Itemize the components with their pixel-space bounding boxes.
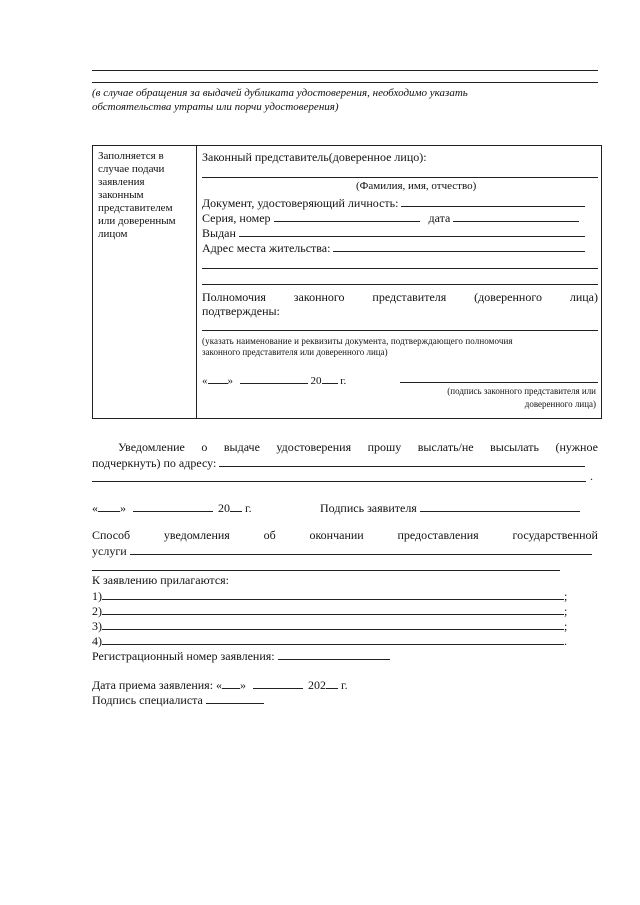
rep-doc-label: Документ, удостоверяющий личность:	[202, 196, 399, 210]
rep-doc-field[interactable]	[401, 195, 585, 207]
receipt-year-field[interactable]	[326, 677, 338, 689]
rep-issued-row	[202, 225, 598, 240]
top-note-line-2	[92, 101, 598, 114]
rep-sign-caption-1: (подпись законного представителя или	[447, 386, 596, 396]
attachment-num: 2)	[92, 604, 102, 618]
notice-word: высылать	[490, 440, 539, 454]
rep-fio-caption: (Фамилия, имя, отчество)	[356, 180, 477, 192]
rep-date-close: »	[227, 375, 233, 387]
notice-line-2: подчеркнуть) по адресу:	[92, 456, 217, 470]
attachments-title: К заявлению прилагаются:	[92, 573, 230, 587]
applicant-sign-row	[320, 500, 580, 515]
applicant-year-field[interactable]	[230, 500, 242, 512]
side-cell	[98, 150, 194, 241]
side-cell-line: заявления	[98, 176, 145, 188]
top-note-text-1: (в случае обращения за выдачей дубликата удостоверения, необходимо указать	[92, 87, 468, 99]
top-note-line-1	[92, 87, 598, 100]
rep-date-label: дата	[428, 211, 451, 225]
applicant-date-row	[92, 500, 252, 515]
method-row-2	[92, 543, 598, 558]
receipt-date-row	[92, 677, 348, 692]
applicant-month-field[interactable]	[133, 500, 213, 512]
receipt-month-field[interactable]	[253, 677, 303, 689]
attachment-end: ;	[564, 619, 568, 633]
notice-dot: .	[590, 469, 593, 483]
rep-doc-row	[202, 195, 598, 210]
rep-month-field[interactable]	[240, 372, 308, 384]
rep-hint-row-2: законного представителя или доверенного лица)	[202, 347, 388, 357]
receipt-date-label: Дата приема заявления: «	[92, 678, 223, 692]
receipt-sign-row	[92, 692, 264, 707]
attachment-field[interactable]	[102, 618, 564, 630]
method-line-3[interactable]	[92, 570, 560, 571]
rep-year-prefix: 20	[310, 375, 322, 387]
method-word: окончании	[309, 528, 364, 542]
rep-address-field[interactable]	[333, 240, 585, 252]
method-field[interactable]	[130, 543, 592, 555]
attachment-row	[92, 603, 592, 618]
reg-number-field[interactable]	[278, 648, 390, 660]
receipt-year: 202	[308, 678, 327, 692]
receipt-sign-field[interactable]	[206, 692, 264, 704]
attachment-row	[92, 588, 592, 603]
attachment-end: ;	[564, 604, 568, 618]
side-cell-line: представителем	[98, 202, 173, 214]
rep-series-field[interactable]	[274, 210, 420, 222]
applicant-day-field[interactable]	[98, 500, 120, 512]
rep-fio-line[interactable]	[202, 177, 598, 178]
rep-date-field[interactable]	[453, 210, 579, 222]
rep-powers-word: представителя	[372, 290, 447, 304]
rep-year-field[interactable]	[322, 372, 338, 384]
rep-powers-row	[202, 290, 598, 304]
receipt-sign-label: Подпись специалиста	[92, 693, 203, 707]
method-word: уведомления	[163, 528, 230, 542]
attachment-field[interactable]	[102, 588, 564, 600]
rep-hint-text-1: (указать наименование и реквизиты документа, подтверждающего полномочия	[202, 336, 513, 346]
rep-date-row	[202, 372, 346, 388]
applicant-year-suffix: г.	[245, 501, 252, 515]
attachment-row	[92, 633, 592, 648]
side-cell-line: лицом	[98, 228, 128, 240]
receipt-day-field[interactable]	[222, 677, 240, 689]
method-word: Способ	[92, 528, 131, 542]
rep-year-suffix: г.	[340, 375, 347, 387]
receipt-year-suffix: г.	[341, 678, 348, 692]
notice-address-line-2[interactable]	[92, 481, 586, 482]
rep-issued-label: Выдан	[202, 226, 236, 240]
top-line-1	[92, 70, 598, 71]
method-word: предоставления	[397, 528, 479, 542]
rep-hint-row-1	[202, 336, 598, 347]
attachment-field[interactable]	[102, 633, 564, 645]
rep-day-field[interactable]	[208, 372, 228, 384]
notice-word: выдаче	[223, 440, 260, 454]
attachment-num: 3)	[92, 619, 102, 633]
rep-powers-word: законного	[293, 290, 345, 304]
applicant-sign-label: Подпись заявителя	[320, 501, 417, 515]
applicant-date-close: »	[120, 501, 126, 515]
rep-powers-word: Полномочия	[202, 290, 266, 304]
side-cell-line: Заполняется в	[98, 150, 164, 162]
table-divider	[196, 145, 197, 419]
rep-issued-field[interactable]	[239, 225, 585, 237]
notice-word: выслать/не	[417, 440, 474, 454]
side-cell-line: случае подачи	[98, 163, 165, 175]
rep-title: Законный представитель(доверенное лицо):	[202, 150, 427, 164]
notice-word: о	[201, 440, 208, 454]
attachment-num: 1)	[92, 589, 102, 603]
notice-word: удостоверения	[276, 440, 352, 454]
notice-row-2	[92, 455, 598, 470]
attachment-end: .	[564, 634, 567, 648]
applicant-sign-field[interactable]	[420, 500, 580, 512]
rep-series-label: Серия, номер	[202, 211, 271, 225]
rep-powers-word: (доверенного	[474, 290, 542, 304]
attachment-end: ;	[564, 589, 568, 603]
rep-address-line-3[interactable]	[202, 284, 598, 285]
method-word: об	[263, 528, 276, 542]
notice-address-field[interactable]	[219, 455, 585, 467]
rep-powers-field[interactable]	[202, 330, 598, 331]
rep-address-label: Адрес места жительства:	[202, 241, 331, 255]
notice-word: (нужное	[555, 440, 598, 454]
rep-sign-caption-2: доверенного лица)	[524, 399, 596, 409]
applicant-year: 20	[218, 501, 230, 515]
method-word: государственной	[512, 528, 598, 542]
rep-date-open: «	[202, 375, 208, 387]
side-cell-line: законным	[98, 189, 144, 201]
applicant-date-open: «	[92, 501, 98, 515]
attachment-field[interactable]	[102, 603, 564, 615]
reg-number-row	[92, 648, 390, 663]
top-line-2	[92, 82, 598, 83]
method-row-1	[92, 528, 598, 542]
reg-number-label: Регистрационный номер заявления:	[92, 649, 275, 663]
rep-powers-line-2: подтверждены:	[202, 304, 280, 318]
notice-word: Уведомление	[118, 440, 185, 454]
receipt-date-close: »	[240, 678, 247, 692]
method-line-2: услуги	[92, 544, 127, 558]
top-note-text-2: обстоятельства утраты или порчи удостоверения)	[92, 101, 339, 113]
rep-address-row	[202, 240, 598, 255]
attachment-num: 4)	[92, 634, 102, 648]
rep-sign-line[interactable]	[400, 382, 598, 383]
attachment-row	[92, 618, 592, 633]
notice-row-1	[118, 440, 598, 454]
rep-address-line-2[interactable]	[202, 268, 598, 269]
rep-powers-word: лица)	[569, 290, 598, 304]
notice-word: прошу	[367, 440, 402, 454]
side-cell-line: или доверенным	[98, 215, 176, 227]
rep-series-row	[202, 210, 598, 225]
